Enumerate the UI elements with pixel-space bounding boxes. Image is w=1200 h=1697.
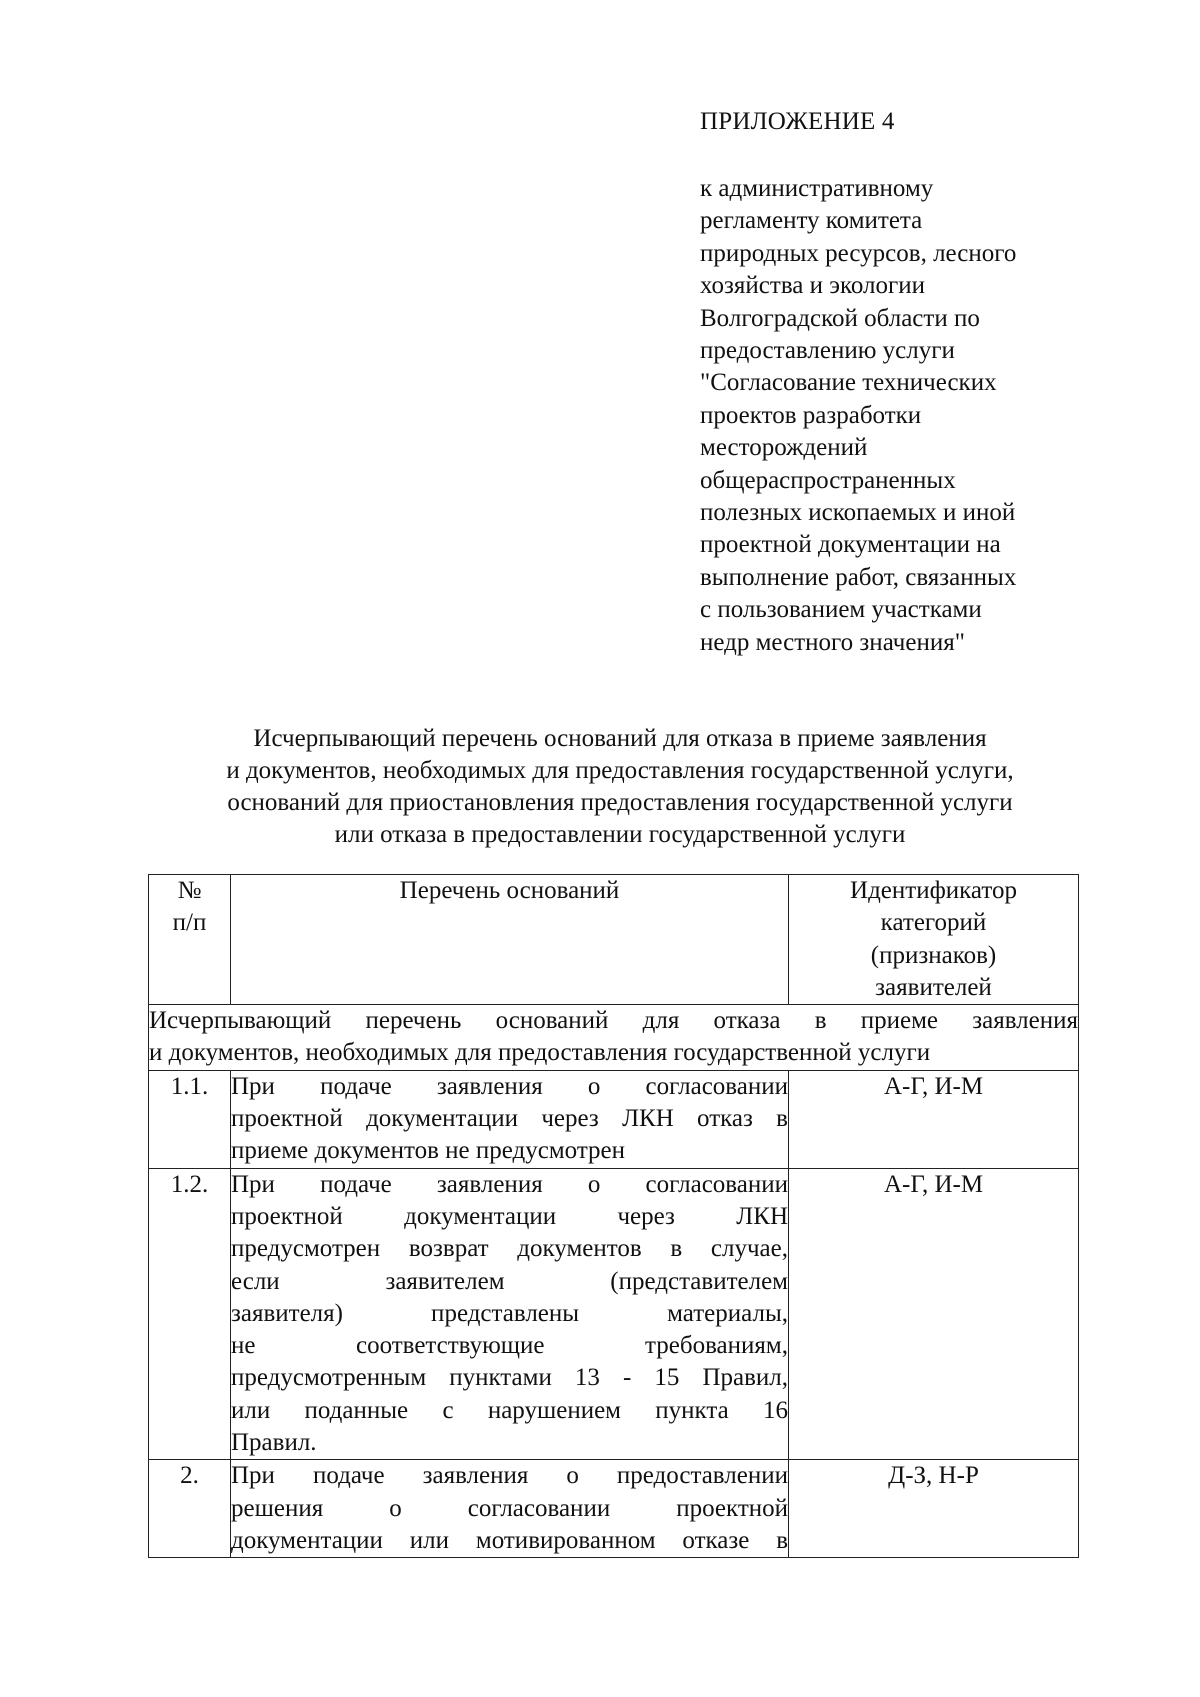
appendix-line: проектов разработки [700,401,922,429]
header-grounds-cell: Перечень оснований [231,875,789,1005]
appendix-line: "Согласование технических [700,369,997,397]
row-text-line: решения о согласовании проектной [231,1494,788,1522]
table-row [149,1460,1079,1558]
row-number: 1.2. [149,1168,231,1460]
row-applicant-ids: А-Г, И-М [789,1070,1079,1168]
row-text-line: При подаче заявления о согласовании [231,1072,788,1100]
heading-line: оснований для приостановления предоставления государственной услуги [227,789,1013,816]
heading-line: или отказа в предоставлении государственной услуги [334,821,906,848]
appendix-line: месторождений [700,434,868,462]
row-text-line: предусмотренным пунктами 13 - 15 Правил, [231,1364,788,1392]
row-text-line: документации или мотивированном отказе в [231,1526,788,1554]
table-row [149,1168,1079,1460]
row-grounds-text [231,1168,789,1460]
appendix-line: полезных ископаемых и иной [700,499,1016,527]
section-title-line: Исчерпывающий перечень оснований для отказа в приеме заявления [149,1007,1078,1035]
heading-line: и документов, необходимых для предоставления государственной услуги, [226,757,1014,784]
document-heading [140,723,1100,851]
header-identifier-cell [789,875,1079,1005]
appendix-line: Волгоградской области по [700,304,980,332]
row-text-line: Правил. [231,1429,317,1457]
appendix-line: проектной документации на [700,531,1001,559]
header-number-cell [149,875,231,1005]
section-title-cell [149,1005,1079,1071]
row-text-line: предусмотрен возврат документов в случае, [231,1235,788,1263]
appendix-subtitle [700,173,1016,659]
row-number: 2. [149,1460,231,1558]
header-number-line: п/п [172,909,207,937]
row-number: 1.1. [149,1070,231,1168]
appendix-line: общераспространенных [700,466,956,494]
header-identifier-line: Идентификатор [850,877,1017,904]
row-applicant-ids: Д-З, Н-Р [789,1460,1079,1558]
appendix-line: с пользованием участками [700,596,982,624]
table-header-row [149,875,1079,1005]
row-text-line: проектной документации через ЛКН отказ в [231,1105,788,1133]
header-identifier-line: заявителей [875,973,992,1001]
row-text-line: проектной документации через ЛКН [231,1202,788,1230]
row-text-line: заявителя) представлены материалы, [231,1299,788,1327]
row-applicant-ids: А-Г, И-М [789,1168,1079,1460]
appendix-line: к административному [700,175,934,202]
row-text-line: приеме документов не предусмотрен [231,1137,626,1165]
appendix-line: хозяйства и экологии [700,272,926,300]
appendix-line: регламенту комитета [700,207,923,235]
appendix-line: предоставлению услуги [700,337,955,365]
row-text-line: не соответствующие требованиям, [231,1332,788,1360]
grounds-table [148,874,1079,1558]
section-title-line: и документов, необходимых для предоставления государственной услуги [149,1039,931,1067]
table-row [149,1070,1079,1168]
header-number-line: № [177,877,202,904]
appendix-line: природных ресурсов, лесного [700,239,1017,267]
table-section-row [149,1005,1079,1071]
appendix-title: ПРИЛОЖЕНИЕ 4 [700,108,895,135]
row-text-line: При подаче заявления о согласовании [231,1170,788,1198]
row-grounds-text [231,1070,789,1168]
row-text-line: если заявителем (представителем [231,1267,788,1295]
appendix-line: недр местного значения" [700,628,965,656]
heading-line: Исчерпывающий перечень оснований для отказа в приеме заявления [253,725,987,752]
header-identifier-line: (признаков) [870,941,997,969]
row-grounds-text [231,1460,789,1558]
header-identifier-line: категорий [880,909,987,937]
row-text-line: или поданные с нарушением пункта 16 [231,1396,788,1424]
appendix-line: выполнение работ, связанных [700,563,1017,591]
row-text-line: При подаче заявления о предоставлении [231,1462,788,1490]
